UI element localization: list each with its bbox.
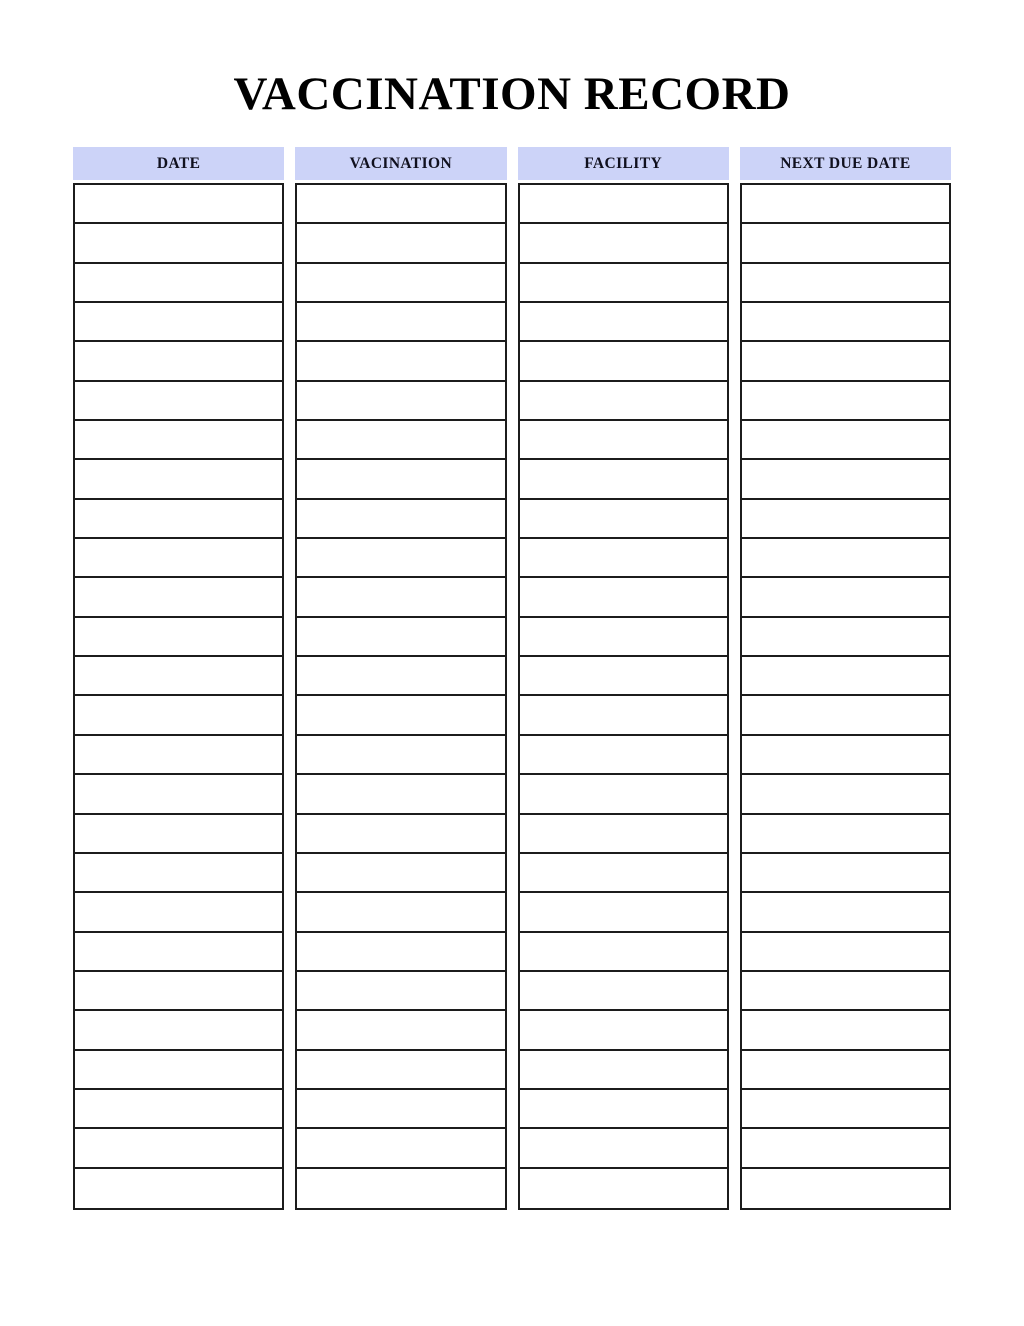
cell-vacination-row-9[interactable] <box>297 500 504 539</box>
cell-date-row-6[interactable] <box>75 382 282 421</box>
cell-next-due-date-row-15[interactable] <box>742 736 949 775</box>
cell-date-row-4[interactable] <box>75 303 282 342</box>
cell-next-due-date-row-16[interactable] <box>742 775 949 814</box>
cell-next-due-date-row-6[interactable] <box>742 382 949 421</box>
cell-facility-row-26[interactable] <box>520 1169 727 1208</box>
cell-vacination-row-20[interactable] <box>297 933 504 972</box>
cell-next-due-date-row-23[interactable] <box>742 1051 949 1090</box>
cell-next-due-date-row-8[interactable] <box>742 460 949 499</box>
cell-date-row-23[interactable] <box>75 1051 282 1090</box>
cell-facility-row-8[interactable] <box>520 460 727 499</box>
cell-vacination-row-17[interactable] <box>297 815 504 854</box>
cell-vacination-row-1[interactable] <box>297 185 504 224</box>
cell-facility-row-6[interactable] <box>520 382 727 421</box>
page-title: VACCINATION RECORD <box>233 68 791 120</box>
cell-next-due-date-row-19[interactable] <box>742 893 949 932</box>
cell-date-row-15[interactable] <box>75 736 282 775</box>
cell-facility-row-9[interactable] <box>520 500 727 539</box>
cell-vacination-row-23[interactable] <box>297 1051 504 1090</box>
cell-vacination-row-15[interactable] <box>297 736 504 775</box>
cell-date-row-22[interactable] <box>75 1011 282 1050</box>
cell-facility-row-21[interactable] <box>520 972 727 1011</box>
cell-date-row-3[interactable] <box>75 264 282 303</box>
cell-next-due-date-row-24[interactable] <box>742 1090 949 1129</box>
column-vacination <box>295 147 506 1210</box>
column-next-due-date <box>740 147 951 1210</box>
cell-date-row-24[interactable] <box>75 1090 282 1129</box>
cell-vacination-row-11[interactable] <box>297 578 504 617</box>
cell-date-row-13[interactable] <box>75 657 282 696</box>
cell-vacination-row-22[interactable] <box>297 1011 504 1050</box>
cell-date-row-12[interactable] <box>75 618 282 657</box>
column-body-next-due-date <box>740 183 951 1210</box>
cell-facility-row-10[interactable] <box>520 539 727 578</box>
cell-date-row-16[interactable] <box>75 775 282 814</box>
column-header-facility: FACILITY <box>518 147 729 180</box>
cell-facility-row-15[interactable] <box>520 736 727 775</box>
cell-next-due-date-row-26[interactable] <box>742 1169 949 1208</box>
cell-date-row-2[interactable] <box>75 224 282 263</box>
cell-facility-row-16[interactable] <box>520 775 727 814</box>
column-header-vacination: VACINATION <box>295 147 506 180</box>
cell-date-row-11[interactable] <box>75 578 282 617</box>
cell-vacination-row-10[interactable] <box>297 539 504 578</box>
cell-date-row-17[interactable] <box>75 815 282 854</box>
cell-next-due-date-row-2[interactable] <box>742 224 949 263</box>
cell-next-due-date-row-1[interactable] <box>742 185 949 224</box>
cell-next-due-date-row-11[interactable] <box>742 578 949 617</box>
cell-facility-row-3[interactable] <box>520 264 727 303</box>
cell-vacination-row-16[interactable] <box>297 775 504 814</box>
cell-date-row-14[interactable] <box>75 696 282 735</box>
cell-date-row-7[interactable] <box>75 421 282 460</box>
column-header-next-due-date: NEXT DUE DATE <box>740 147 951 180</box>
cell-vacination-row-13[interactable] <box>297 657 504 696</box>
cell-vacination-row-14[interactable] <box>297 696 504 735</box>
cell-next-due-date-row-4[interactable] <box>742 303 949 342</box>
cell-next-due-date-row-5[interactable] <box>742 342 949 381</box>
cell-facility-row-17[interactable] <box>520 815 727 854</box>
column-header-date: DATE <box>73 147 284 180</box>
cell-vacination-row-6[interactable] <box>297 382 504 421</box>
cell-facility-row-13[interactable] <box>520 657 727 696</box>
cell-facility-row-11[interactable] <box>520 578 727 617</box>
cell-facility-row-22[interactable] <box>520 1011 727 1050</box>
cell-date-row-18[interactable] <box>75 854 282 893</box>
cell-vacination-row-19[interactable] <box>297 893 504 932</box>
cell-next-due-date-row-12[interactable] <box>742 618 949 657</box>
cell-date-row-26[interactable] <box>75 1169 282 1208</box>
cell-vacination-row-8[interactable] <box>297 460 504 499</box>
cell-next-due-date-row-14[interactable] <box>742 696 949 735</box>
cell-vacination-row-25[interactable] <box>297 1129 504 1168</box>
cell-vacination-row-26[interactable] <box>297 1169 504 1208</box>
cell-next-due-date-row-3[interactable] <box>742 264 949 303</box>
cell-facility-row-7[interactable] <box>520 421 727 460</box>
cell-date-row-9[interactable] <box>75 500 282 539</box>
cell-date-row-19[interactable] <box>75 893 282 932</box>
cell-facility-row-1[interactable] <box>520 185 727 224</box>
cell-next-due-date-row-22[interactable] <box>742 1011 949 1050</box>
cell-facility-row-24[interactable] <box>520 1090 727 1129</box>
cell-facility-row-19[interactable] <box>520 893 727 932</box>
cell-next-due-date-row-13[interactable] <box>742 657 949 696</box>
column-body-vacination <box>295 183 506 1210</box>
column-body-date <box>73 183 284 1210</box>
cell-facility-row-4[interactable] <box>520 303 727 342</box>
cell-facility-row-5[interactable] <box>520 342 727 381</box>
cell-vacination-row-18[interactable] <box>297 854 504 893</box>
cell-facility-row-18[interactable] <box>520 854 727 893</box>
cell-next-due-date-row-17[interactable] <box>742 815 949 854</box>
vaccination-record-table <box>73 147 951 1210</box>
cell-date-row-1[interactable] <box>75 185 282 224</box>
column-body-facility <box>518 183 729 1210</box>
cell-date-row-5[interactable] <box>75 342 282 381</box>
cell-vacination-row-3[interactable] <box>297 264 504 303</box>
cell-next-due-date-row-21[interactable] <box>742 972 949 1011</box>
cell-vacination-row-12[interactable] <box>297 618 504 657</box>
cell-facility-row-12[interactable] <box>520 618 727 657</box>
cell-next-due-date-row-10[interactable] <box>742 539 949 578</box>
cell-date-row-25[interactable] <box>75 1129 282 1168</box>
cell-date-row-20[interactable] <box>75 933 282 972</box>
cell-next-due-date-row-7[interactable] <box>742 421 949 460</box>
column-date <box>73 147 284 1210</box>
cell-vacination-row-5[interactable] <box>297 342 504 381</box>
cell-facility-row-20[interactable] <box>520 933 727 972</box>
cell-next-due-date-row-18[interactable] <box>742 854 949 893</box>
cell-date-row-21[interactable] <box>75 972 282 1011</box>
cell-next-due-date-row-25[interactable] <box>742 1129 949 1168</box>
column-facility <box>518 147 729 1210</box>
cell-vacination-row-21[interactable] <box>297 972 504 1011</box>
cell-facility-row-14[interactable] <box>520 696 727 735</box>
cell-vacination-row-2[interactable] <box>297 224 504 263</box>
cell-vacination-row-7[interactable] <box>297 421 504 460</box>
cell-facility-row-23[interactable] <box>520 1051 727 1090</box>
cell-date-row-10[interactable] <box>75 539 282 578</box>
cell-vacination-row-24[interactable] <box>297 1090 504 1129</box>
cell-date-row-8[interactable] <box>75 460 282 499</box>
cell-next-due-date-row-20[interactable] <box>742 933 949 972</box>
cell-next-due-date-row-9[interactable] <box>742 500 949 539</box>
cell-vacination-row-4[interactable] <box>297 303 504 342</box>
cell-facility-row-2[interactable] <box>520 224 727 263</box>
cell-facility-row-25[interactable] <box>520 1129 727 1168</box>
